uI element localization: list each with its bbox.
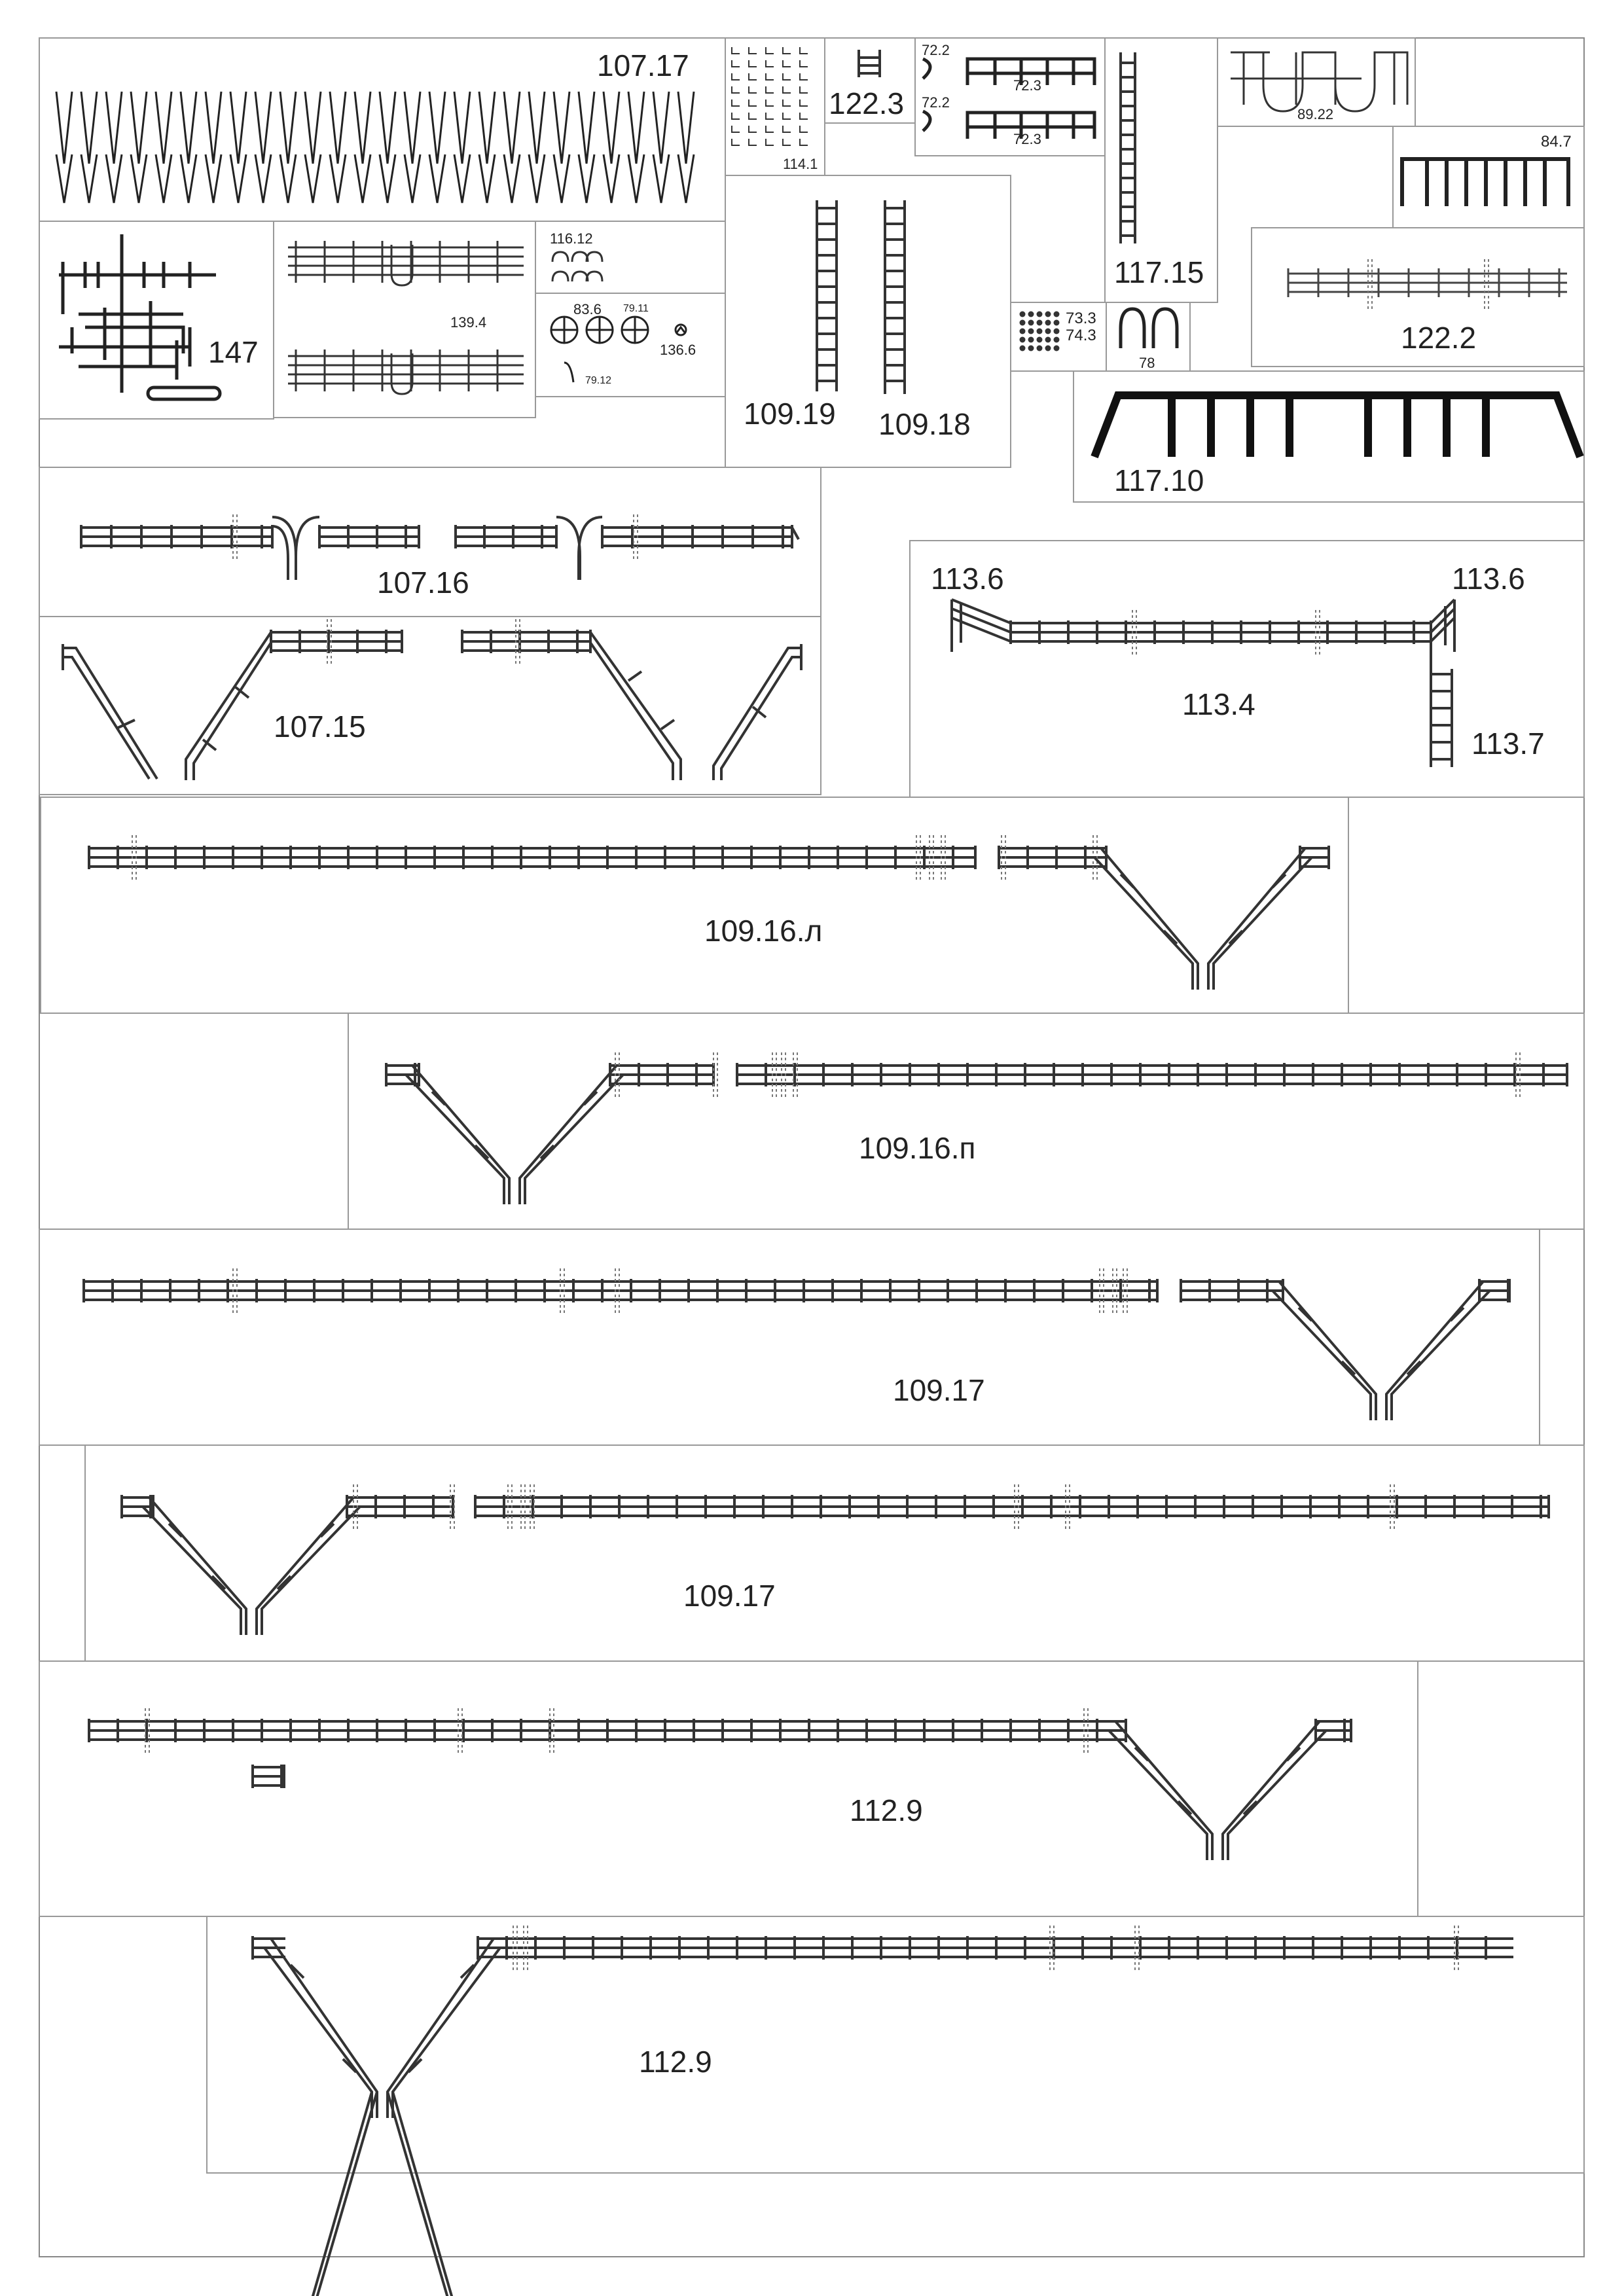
label-73-3: 73.3 <box>1066 310 1096 327</box>
label-116-12: 116.12 <box>550 230 593 247</box>
label-117-15: 117.15 <box>1114 255 1204 289</box>
label-89-22: 89.22 <box>1297 106 1334 122</box>
label-147: 147 <box>208 335 259 369</box>
label-109-16-p: 109.16.п <box>859 1131 976 1165</box>
label-74-3: 74.3 <box>1066 327 1096 344</box>
label-122-2: 122.2 <box>1401 321 1477 355</box>
label-117-10: 117.10 <box>1114 463 1204 497</box>
label-122-3: 122.3 <box>829 86 905 120</box>
label-113-4: 113.4 <box>1182 687 1255 721</box>
label-113-7: 113.7 <box>1471 726 1545 761</box>
label-109-18: 109.18 <box>878 407 971 441</box>
label-113-6-left: 113.6 <box>931 562 1004 596</box>
label-107-17: 107.17 <box>597 48 689 82</box>
label-78: 78 <box>1139 355 1155 371</box>
label-107-15: 107.15 <box>274 709 366 744</box>
label-72-2-bottom: 72.2 <box>922 94 950 111</box>
label-109-17-a: 109.17 <box>893 1373 985 1407</box>
label-109-17-b: 109.17 <box>683 1579 776 1613</box>
label-79-12: 79.12 <box>585 375 612 386</box>
label-109-16-l: 109.16.л <box>704 914 823 948</box>
label-109-19: 109.19 <box>744 397 836 431</box>
label-112-9-a: 112.9 <box>850 1793 923 1827</box>
label-112-9-b: 112.9 <box>639 2045 712 2079</box>
label-139-4: 139.4 <box>450 314 487 331</box>
label-84-7: 84.7 <box>1541 133 1572 151</box>
label-72-2-top: 72.2 <box>922 42 950 58</box>
label-107-16: 107.16 <box>377 565 469 600</box>
label-72-3-top: 72.3 <box>1013 77 1041 94</box>
label-113-6-right: 113.6 <box>1452 562 1525 596</box>
label-114-1: 114.1 <box>783 156 818 172</box>
label-136-6: 136.6 <box>660 342 696 358</box>
label-72-3-bottom: 72.3 <box>1013 131 1041 147</box>
label-83-6: 83.6 <box>573 301 602 317</box>
label-79-11: 79.11 <box>623 303 649 314</box>
part-84-7 <box>1402 159 1568 206</box>
